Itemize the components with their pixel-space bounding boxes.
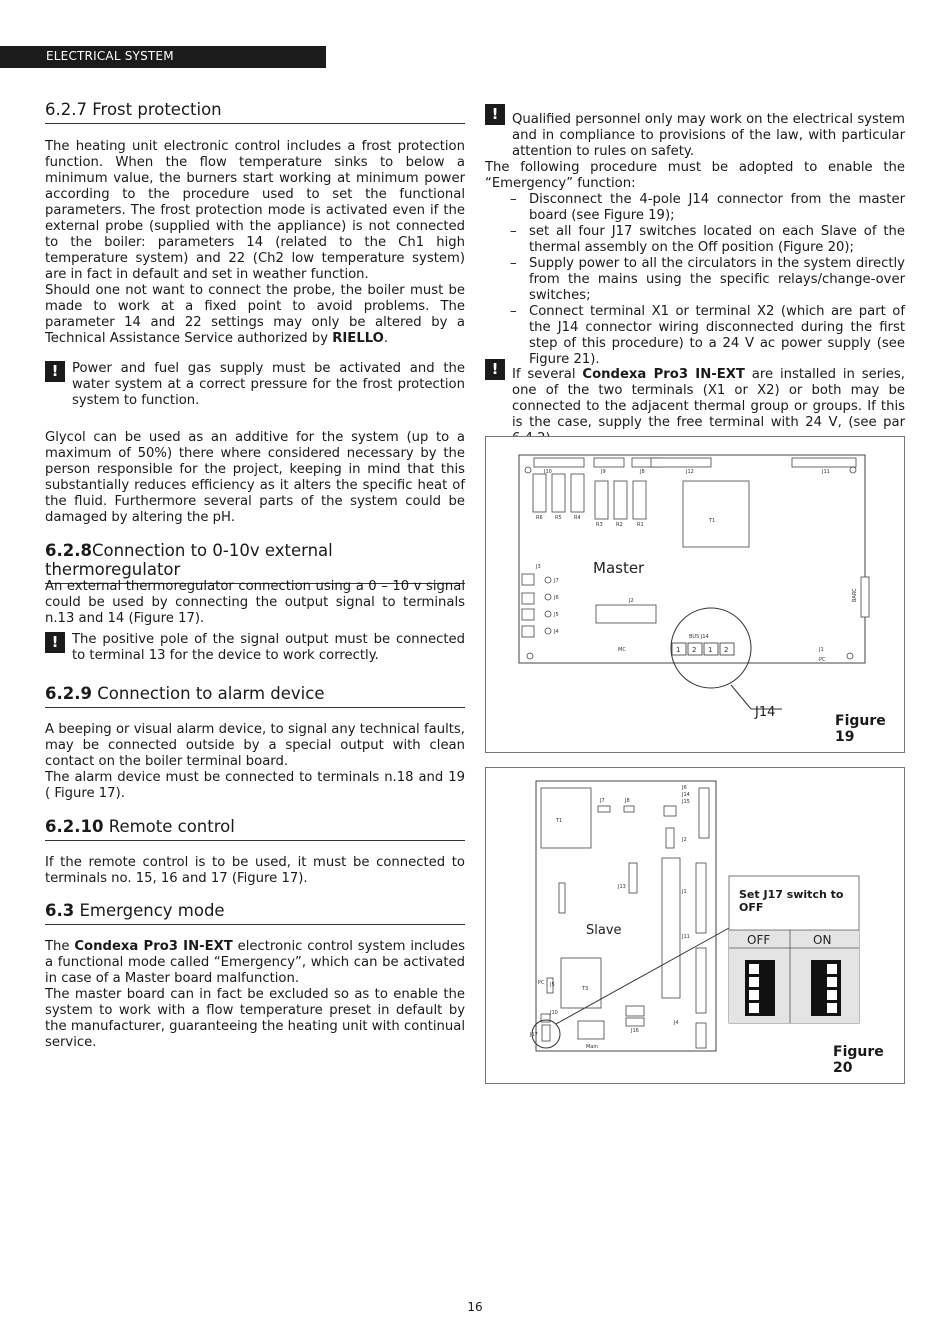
label-J2: J2 [682, 837, 687, 843]
pin-2: 2 [724, 646, 729, 654]
frost-paragraph-1: The heating unit electronic control includes a frost protection function. When the flow temperature sinks to below a minimum value, the burners start working at minimum power according to the procedure used to set the functional parameters. The frost protection mode is activated even if the external probe (supplied with the appliance) is not connected to the boiler: parameters 14 (related to the Ch1 high temperature system) and 22 (Ch2 low temperature system) are in fact in default and set in weather function. [45, 139, 465, 282]
label-J11: J11 [682, 934, 690, 940]
frost-warning: ! Power and fuel gas supply must be activated and the water system at a correct pressure for the frost protection system to function. [45, 361, 465, 409]
label-J4: J4 [674, 1020, 679, 1026]
qualified-personnel-warning: ! Qualified personnel only may work on the electrical system and in compliance to provisions of the law, with particular attention to rules on safety. [485, 104, 905, 160]
label-J8: J8 [640, 469, 645, 475]
emergency-paragraph-1: The Condexa Pro3 IN-EXT electronic control system includes a functional mode called “Emergency”, which can be activated in case of a Master board malfunction. [45, 939, 465, 986]
pin-1: 1 [676, 646, 681, 654]
label-PC: PC [538, 980, 545, 986]
series-warning: ! If several Condexa Pro3 IN-EXT are installed in series, one of the two terminals (X1 or X2) or both may be connected to the adjacent thermal group or groups. If this is the case, supply the free terminal with 24 V, (see par [485, 359, 905, 447]
heading-6-2-9: 6.2.9 Connection to alarm device [45, 684, 465, 708]
label-J12: J12 [686, 469, 694, 475]
heading-6-3: 6.3 Emergency mode [45, 901, 465, 925]
product-name: Condexa Pro3 IN-EXT [582, 367, 745, 382]
product-name: Condexa Pro3 IN-EXT [74, 939, 233, 954]
label-BUS-J14: BUS J14 [689, 634, 709, 640]
j17-switch-note: Set J17 switch to OFF [739, 888, 844, 914]
off-label: OFF [747, 933, 771, 947]
label-J15: J15 [682, 799, 690, 805]
figure-19-box [485, 436, 905, 753]
heading-6-2-7: 6.2.7 Frost protection [45, 100, 465, 124]
warning-icon: ! [485, 104, 505, 125]
label-BARC: BARC [852, 588, 858, 602]
label-J16: J16 [631, 1028, 639, 1034]
figure-20-caption: Figure 20 [833, 1044, 884, 1076]
procedure-step: – Connect terminal X1 or terminal X2 (which are part of the J14 connector wiring disconnected during the first step of this procedure) to a 24 V ac power supply (see Figure 21). [485, 304, 905, 368]
slave-board-label: Slave [586, 923, 622, 938]
procedure-step: – Disconnect the 4-pole J14 connector from the master board (see Figure 19); [485, 192, 905, 224]
label-T1: T1 [709, 518, 716, 524]
label-J14: J14 [682, 792, 690, 798]
label-R4: R4 [574, 515, 581, 521]
label-R5: R5 [555, 515, 562, 521]
pin-1: 1 [708, 646, 713, 654]
label-J2: J2 [629, 598, 634, 604]
label-T3: T3 [582, 986, 589, 992]
label-J7: J7 [600, 798, 605, 804]
procedure-step: – Supply power to all the circulators in the system directly from the mains using the specific relays/change-over switches; [485, 256, 905, 304]
master-board-label: Master [593, 559, 645, 577]
label-J8: J8 [625, 798, 630, 804]
warning-icon: ! [45, 632, 65, 653]
frost-paragraph-2: Should one not want to connect the probe, the boiler must be made to work at a fixed point to avoid problems. The parameter 14 and 22 settings may only be altered by a Technical Assistance Service authorized by RIELLO. [45, 283, 465, 346]
alarm-paragraph-1: A beeping or visual alarm device, to signal any technical faults, may be connected outside by a special output with clean contact on the boiler terminal board. [45, 722, 465, 769]
label-R2: R2 [616, 522, 623, 528]
label-MC: MC [618, 647, 626, 653]
label-J1: J1 [819, 647, 824, 653]
label-R1: R1 [637, 522, 644, 528]
label-J1: J1 [682, 889, 687, 895]
warning-icon: ! [485, 359, 505, 380]
glycol-paragraph: Glycol can be used as an additive for the system (up to a maximum of 50%) there where considered necessary by the person responsible for the project, keeping in mind that this substantially reduces efficiency as it alters the specific heat of the fluid. Furthermore several parts of the system could be damaged by altering the pH. [45, 430, 465, 525]
label-J5: J5 [554, 612, 559, 618]
thermoregulator-warning: ! The positive pole of the signal output must be connected to terminal 13 for the device to work correctly. [45, 632, 465, 664]
remote-paragraph: If the remote control is to be used, it must be connected to terminals no. 15, 16 and 17 (Figure 17). [45, 855, 465, 886]
on-label: ON [813, 933, 832, 947]
label-J6: J6 [554, 595, 559, 601]
label-R3: R3 [596, 522, 603, 528]
label-J11: J11 [822, 469, 830, 475]
figure-20-box [485, 767, 905, 1084]
label-J4: J4 [554, 629, 559, 635]
warning-icon: ! [45, 361, 65, 382]
label-J10: J10 [544, 469, 552, 475]
label-R6: R6 [536, 515, 543, 521]
heading-6-2-8: 6.2.8Connection to 0-10v external thermoregulator [45, 541, 465, 584]
figure-19-caption: Figure 19 [835, 713, 886, 745]
label-J5: J5 [550, 982, 555, 988]
alarm-paragraph-2: The alarm device must be connected to terminals n.18 and 19 ( Figure 17). [45, 770, 465, 801]
section-header-bar [0, 46, 326, 68]
slave-board-diagram [486, 768, 904, 1083]
section-header-label: ELECTRICAL SYSTEM [46, 49, 174, 63]
pin-2: 2 [692, 646, 697, 654]
thermoregulator-paragraph: An external thermoregulator connection using a 0 – 10 v signal could be used by connecting the output signal to terminals n.13 and 14 (Figure 17). [45, 579, 465, 626]
label-J10: J10 [550, 1010, 558, 1016]
master-board-diagram [486, 437, 904, 752]
procedure-step: – set all four J17 switches located on each Slave of the thermal assembly on the Off position (Figure 20); [485, 224, 905, 256]
emergency-paragraph-2: The master board can in fact be excluded so as to enable the system to work with a flow temperature preset in default by the manufacturer, guaranteeing the heating unit with continual service. [45, 987, 465, 1050]
label-PC: PC [819, 657, 826, 663]
j14-callout-label: J14 [755, 705, 776, 720]
label-J6: J6 [682, 785, 687, 791]
riello-brand: RIELLO [332, 331, 384, 346]
label-T1: T1 [556, 818, 563, 824]
label-J13: J13 [618, 884, 626, 890]
heading-6-2-10: 6.2.10 Remote control [45, 817, 465, 841]
label-Main: Main [586, 1044, 598, 1050]
procedure-steps-list [485, 192, 905, 368]
label-J9: J9 [601, 469, 606, 475]
procedure-intro: The following procedure must be adopted to enable the “Emergency” function: [485, 160, 905, 191]
page-number: 16 [467, 1300, 483, 1314]
label-J7: J7 [554, 578, 559, 584]
label-J17: J17 [530, 1032, 538, 1038]
label-J3: J3 [536, 564, 541, 570]
